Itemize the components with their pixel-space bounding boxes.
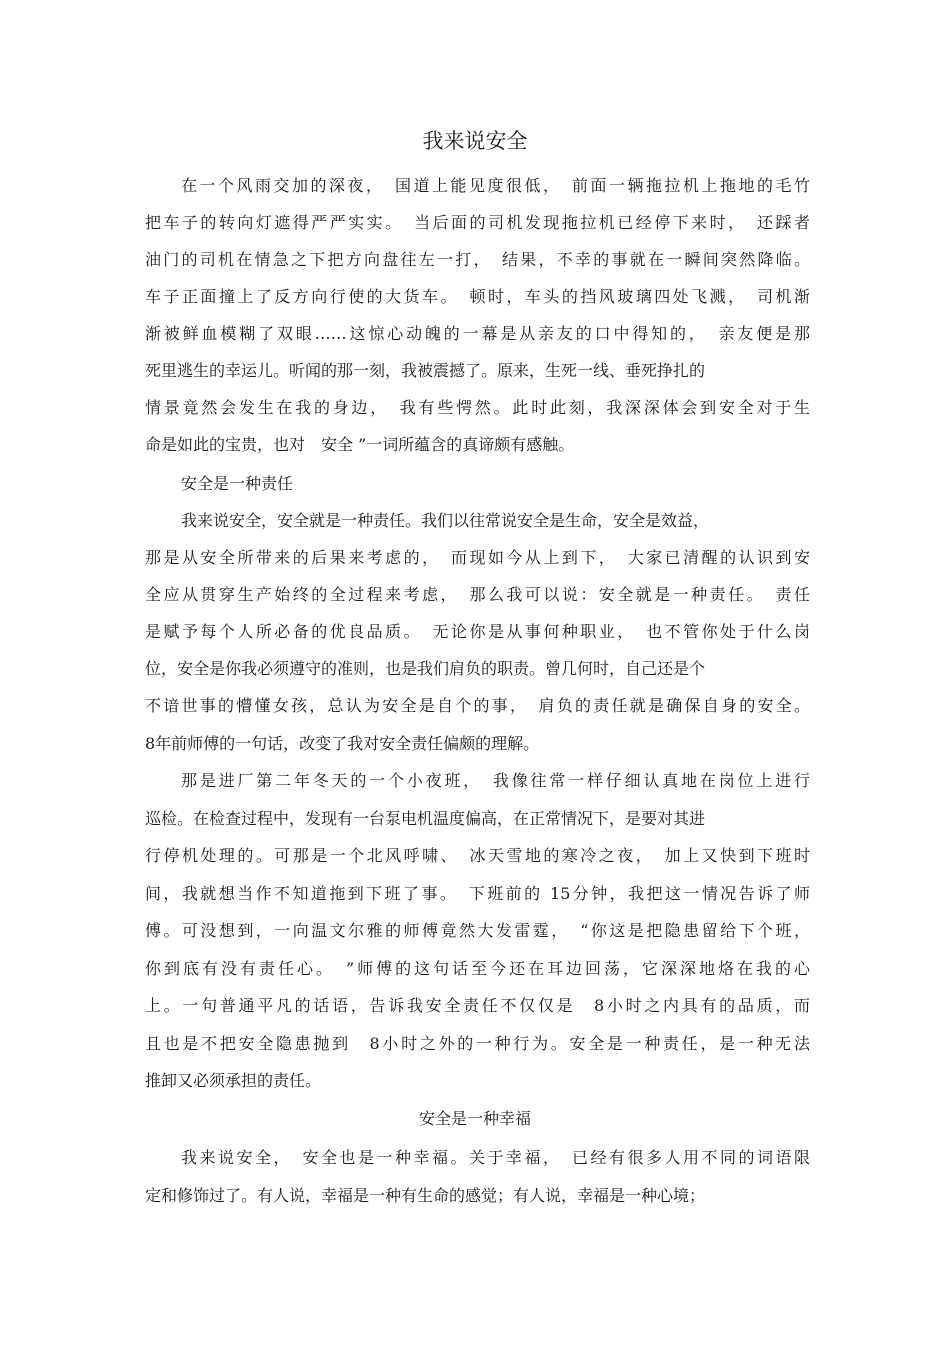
text-line: 情景竟然会发生在我的身边， 我有些愕然。此时此刻，我深深体会到安全对于生 [145,398,810,417]
text-line: 推卸又必须承担的责任。 [145,1071,322,1090]
text-line: 油门的司机在情急之下把方向盘往左一打， 结果，不幸的事就在一瞬间突然降临。 [145,250,810,269]
text-line: 且也是不把安全隐患抛到 8小时之外的一种行为。安全是一种责任，是一种无法 [145,1034,810,1053]
text-line: 不谙世事的懵懂女孩，总认为安全是自个的事， 肩负的责任就是确保自身的安全。 [145,696,810,715]
text-line: 命是如此的宝贵，也对 安全 ”一词所蕴含的真谛颇有感触。 [145,435,575,454]
text-line: 我来说安全， 安全也是一种幸福。关于幸福， 已经有很多人用不同的词语限 [181,1148,810,1167]
text-line: 我来说安全，安全就是一种责任。我们以往常说安全是生命，安全是效益， [181,511,710,530]
text-line: 行停机处理的。可那是一个北风呼啸、 冰天雪地的寒冷之夜， 加上又快到下班时 [145,846,810,865]
text-line: 你到底有没有责任心。 ”师傅的这句话至今还在耳边回荡，它深深地烙在我的心 [145,959,810,978]
text-line: 8年前师傅的一句话，改变了我对安全责任偏颇的理解。 [145,734,540,753]
page-title: 我来说安全 [422,129,528,153]
section-heading: 安全是一种幸福 [418,1109,531,1128]
section-heading: 安全是一种责任 [181,474,294,493]
text-line: 定和修饰过了。有人说，幸福是一种有生命的感觉；有人说，幸福是一种心境； [145,1186,706,1205]
text-line: 巡检。在检查过程中，发现有一台泵电机温度偏高，在正常情况下，是要对其进 [145,809,706,828]
text-line: 那是从安全所带来的后果来考虑的， 而现如今从上到下， 大家已清醒的认识到安 [145,548,810,567]
text-line: 把车子的转向灯遮得严严实实。 当后面的司机发现拖拉机已经停下来时， 还踩者 [145,213,810,232]
text-line: 那是进厂第二年冬天的一个小夜班， 我像往常一样仔细认真地在岗位上进行 [181,771,810,790]
text-line: 死里逃生的幸运儿。听闻的那一刻，我被震撼了。原来，生死一线、垂死挣扎的 [145,361,706,380]
text-line: 车子正面撞上了反方向行使的大货车。 顿时，车头的挡风玻璃四处飞溅， 司机渐 [145,287,810,306]
text-line: 是赋予每个人所必备的优良品质。 无论你是从事何种职业， 也不管你处于什么岗 [145,622,810,641]
text-line: 位，安全是你我必须遵守的准则，也是我们肩负的职责。曾几何时，自己还是个 [145,659,706,678]
text-line: 渐被鲜血模糊了双眼……这惊心动魄的一幕是从亲友的口中得知的， 亲友便是那 [145,324,810,343]
text-line: 间，我就想当作不知道拖到下班了事。 下班前的 15分钟，我把这一情况告诉了师 [145,884,810,903]
text-line: 全应从贯穿生产始终的全过程来考虑， 那么我可以说：安全就是一种责任。 责任 [145,585,810,604]
text-line: 傅。可没想到，一向温文尔雅的师傅竟然大发雷霆， “你这是把隐患留给下个班， [145,921,810,940]
text-line: 上。一句普通平凡的话语，告诉我安全责任不仅仅是 8小时之内具有的品质，而 [145,996,810,1015]
text-line: 在一个风雨交加的深夜， 国道上能见度很低， 前面一辆拖拉机上拖地的毛竹 [181,176,810,195]
